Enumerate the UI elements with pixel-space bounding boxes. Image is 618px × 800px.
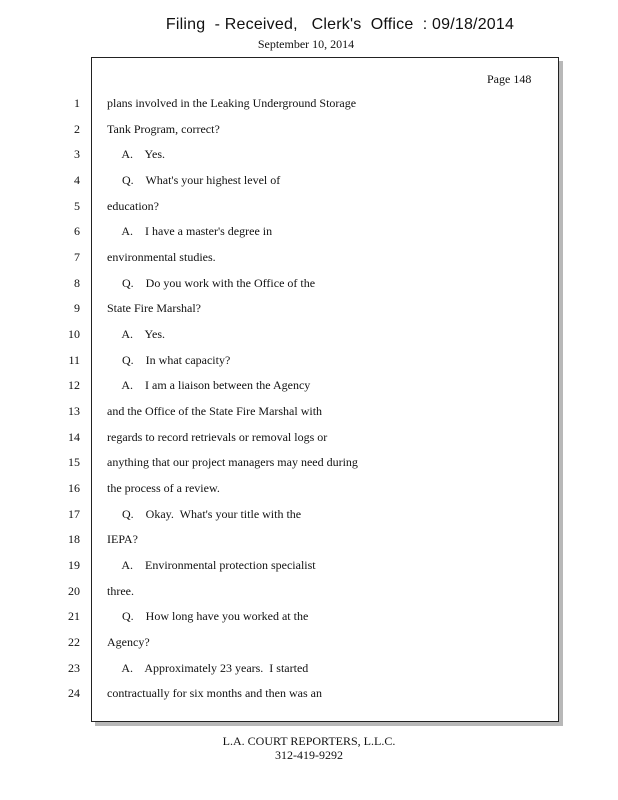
line-number: 19 [68,558,80,572]
transcript-line: regards to record retrievals or removal logs or [107,430,328,444]
line-number: 20 [68,584,80,598]
line-number: 13 [68,404,80,418]
line-number: 4 [74,173,80,187]
transcript-line: and the Office of the State Fire Marshal with [107,404,323,418]
line-number: 16 [68,481,80,495]
transcript-line: A. Yes. [107,327,166,341]
line-number: 22 [68,635,80,649]
filing-stamp: Filing - Received, Clerk's Office : 09/18/2014 [165,16,515,33]
line-number: 10 [68,327,80,341]
line-number: 21 [68,609,80,623]
line-number: 9 [74,301,80,315]
transcript-line: plans involved in the Leaking Underground Storage [107,96,357,110]
transcript-line: three. [107,584,134,598]
line-number: 5 [74,199,80,213]
transcript-line: anything that our project managers may need during [107,455,358,469]
line-number: 6 [74,224,80,238]
line-number: 1 [74,96,80,110]
line-number: 12 [68,378,80,392]
transcript-line: contractually for six months and then was an [107,686,322,700]
reporter-company: L.A. COURT REPORTERS, L.L.C. [222,734,396,748]
line-number: 8 [74,276,80,290]
transcript-line: A. I am a liaison between the Agency [107,378,311,392]
transcript-line: education? [107,199,159,213]
transcript-line: Q. Okay. What's your title with the [107,507,302,521]
line-number: 18 [68,532,80,546]
line-number: 17 [68,507,80,521]
line-number: 14 [68,430,80,444]
transcript-line: A. Approximately 23 years. I started [107,661,309,675]
transcript-line: State Fire Marshal? [107,301,201,315]
transcript-line: A. I have a master's degree in [107,224,273,238]
line-number: 24 [68,686,80,700]
line-number: 3 [74,147,80,161]
transcript-line: Tank Program, correct? [107,122,220,136]
transcript-line: the process of a review. [107,481,220,495]
transcript-line: Agency? [107,635,150,649]
line-number: 7 [74,250,80,264]
transcript-line: Q. What's your highest level of [107,173,281,187]
page-number: Page 148 [487,72,532,86]
reporter-phone: 312-419-9292 [275,748,343,762]
transcript-line: Q. Do you work with the Office of the [107,276,316,290]
transcript-line: A. Environmental protection specialist [107,558,316,572]
transcript-line: environmental studies. [107,250,216,264]
transcript-line: A. Yes. [107,147,166,161]
line-number: 15 [68,455,80,469]
line-number: 23 [68,661,80,675]
line-number: 11 [68,353,80,367]
hearing-date: September 10, 2014 [257,37,355,51]
transcript-line: IEPA? [107,532,138,546]
line-number: 2 [74,122,80,136]
transcript-line: Q. How long have you worked at the [107,609,309,623]
transcript-line: Q. In what capacity? [107,353,231,367]
